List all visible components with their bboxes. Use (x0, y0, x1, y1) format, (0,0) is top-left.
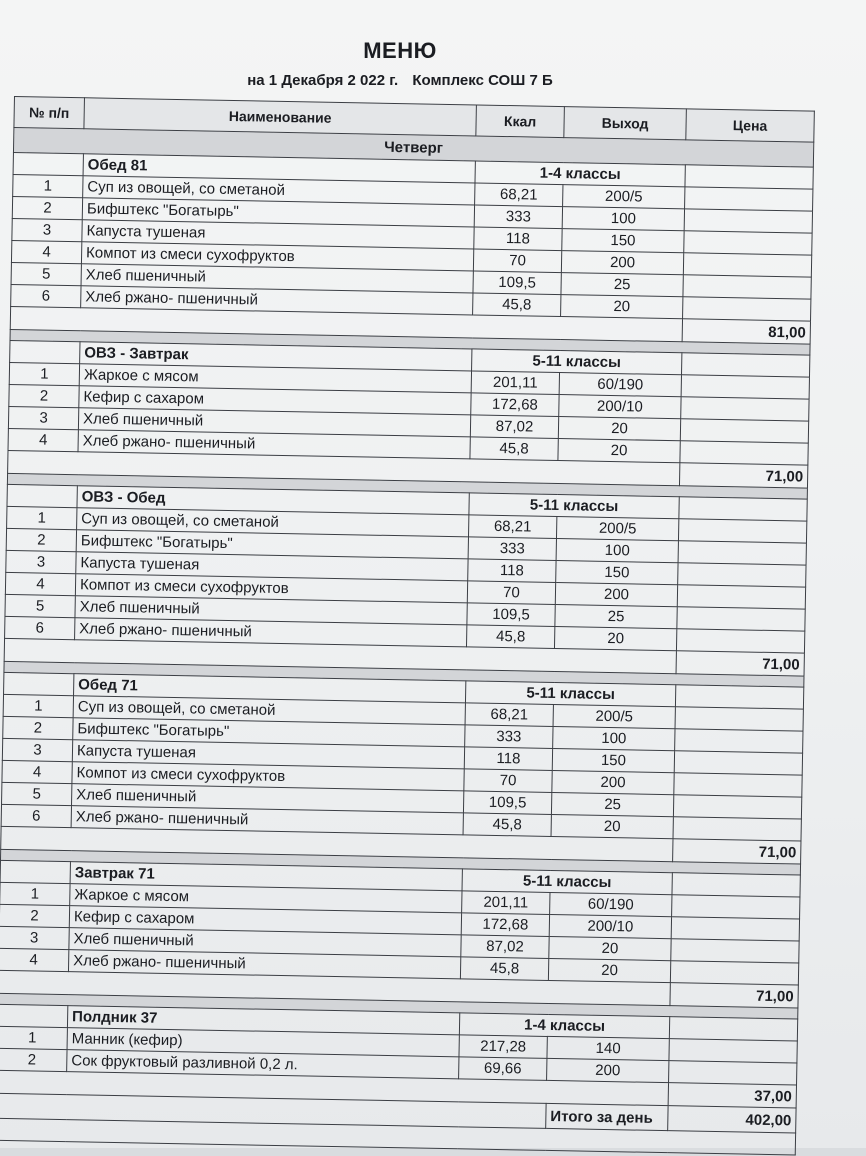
item-price (669, 1061, 797, 1085)
item-number: 2 (6, 528, 76, 551)
item-name: Хлеб ржано- пшеничный (71, 806, 463, 835)
item-name: Хлеб пшеничный (78, 408, 470, 437)
group-total: 81,00 (682, 319, 810, 344)
item-number: 3 (0, 926, 69, 949)
header-name: Наименование (84, 98, 477, 136)
item-kcal: 118 (468, 559, 556, 583)
item-vyhod: 200/5 (553, 704, 675, 728)
item-number: 2 (0, 904, 70, 927)
item-price (681, 375, 809, 399)
item-name: Хлеб ржано- пшеничный (81, 286, 473, 315)
group-price-cell (685, 165, 813, 189)
item-vyhod: 200 (561, 251, 683, 275)
group-price-cell (672, 873, 800, 897)
item-vyhod: 20 (554, 627, 676, 651)
header-vyhod: Выход (564, 107, 687, 140)
group-classes: 1-4 классы (459, 1013, 669, 1039)
item-vyhod: 200/5 (556, 517, 678, 541)
menu-table (0, 96, 815, 1156)
item-kcal: 68,21 (468, 515, 556, 539)
item-price (683, 297, 811, 321)
item-vyhod: 20 (558, 417, 680, 441)
item-kcal: 217,28 (459, 1035, 547, 1059)
item-price (673, 817, 801, 841)
item-number: 1 (3, 694, 73, 717)
item-kcal: 45,8 (463, 813, 551, 837)
group-name: Обед 81 (83, 154, 475, 183)
item-price (671, 917, 799, 941)
group-num-cell (0, 1004, 68, 1027)
item-price (680, 441, 808, 465)
item-kcal: 70 (464, 769, 552, 793)
group-num-cell (13, 152, 83, 175)
group-name: Завтрак 71 (70, 862, 462, 891)
item-vyhod: 200/10 (559, 395, 681, 419)
group-num-cell (7, 484, 77, 507)
item-vyhod: 60/190 (550, 892, 672, 916)
item-kcal: 68,21 (465, 703, 553, 727)
item-vyhod: 140 (547, 1036, 669, 1060)
menu-table-body (0, 97, 814, 1155)
group-total: 71,00 (679, 463, 807, 488)
item-name: Хлеб пшеничный (69, 928, 461, 957)
group-classes: 5-11 классы (462, 869, 672, 895)
item-vyhod: 20 (561, 295, 683, 319)
header-kcal: Ккал (476, 105, 565, 138)
item-price (678, 563, 806, 587)
item-kcal: 118 (474, 227, 562, 251)
item-vyhod: 20 (551, 814, 673, 838)
item-vyhod: 200/10 (549, 914, 671, 938)
group-num-cell (4, 672, 74, 695)
item-number: 5 (2, 782, 72, 805)
item-vyhod: 200/5 (563, 185, 685, 209)
group-num-cell (0, 860, 70, 883)
item-name: Суп из овощей, со сметаной (73, 696, 465, 725)
item-price (674, 773, 802, 797)
group-price-cell (682, 353, 810, 377)
item-price (671, 939, 799, 963)
item-number: 4 (0, 948, 69, 971)
item-kcal: 201,11 (471, 371, 559, 395)
item-price (684, 209, 812, 233)
item-vyhod: 25 (555, 605, 677, 629)
item-name: Хлеб ржано- пшеничный (75, 618, 467, 647)
item-price (680, 419, 808, 443)
item-price (672, 895, 800, 919)
item-name: Хлеб пшеничный (72, 784, 464, 813)
item-vyhod: 25 (561, 273, 683, 297)
item-name: Хлеб ржано- пшеничный (78, 430, 470, 459)
item-vyhod: 100 (556, 539, 678, 563)
group-total: 71,00 (673, 839, 801, 864)
item-number: 3 (6, 550, 76, 573)
item-number: 3 (12, 218, 82, 241)
item-kcal: 45,8 (470, 437, 558, 461)
item-number: 6 (11, 284, 81, 307)
item-kcal: 172,68 (461, 913, 549, 937)
item-kcal: 118 (464, 747, 552, 771)
item-name: Кефир с сахаром (69, 906, 461, 935)
item-number: 2 (12, 196, 82, 219)
item-vyhod: 200 (552, 770, 674, 794)
item-number: 4 (8, 428, 78, 451)
item-name: Компот из смеси сухофруктов (75, 574, 467, 603)
item-kcal: 172,68 (471, 393, 559, 417)
item-number: 6 (5, 616, 75, 639)
item-name: Суп из овощей, со сметаной (77, 508, 469, 537)
item-kcal: 109,5 (467, 603, 555, 627)
item-vyhod: 20 (558, 439, 680, 463)
item-price (685, 187, 813, 211)
item-name: Кефир с сахаром (79, 386, 471, 415)
page-title: МЕНЮ (363, 38, 437, 63)
item-kcal: 69,66 (459, 1057, 547, 1081)
item-vyhod: 200 (547, 1058, 669, 1082)
item-vyhod: 100 (562, 207, 684, 231)
group-classes: 1-4 классы (475, 161, 685, 187)
group-num-cell (10, 340, 80, 363)
item-name: Хлеб ржано- пшеничный (68, 950, 460, 979)
item-name: Жаркое с мясом (79, 364, 471, 393)
group-price-cell (669, 1017, 797, 1041)
item-kcal: 45,8 (460, 957, 548, 981)
item-kcal: 87,02 (461, 935, 549, 959)
item-number: 2 (9, 384, 79, 407)
item-vyhod: 150 (552, 748, 674, 772)
item-price (677, 607, 805, 631)
item-number: 4 (2, 760, 72, 783)
item-name: Капуста тушеная (76, 552, 468, 581)
group-name: ОВЗ - Обед (77, 486, 469, 515)
group-price-cell (675, 685, 803, 709)
item-price (678, 541, 806, 565)
item-price (676, 629, 804, 653)
item-kcal: 201,11 (462, 891, 550, 915)
item-kcal: 333 (465, 725, 553, 749)
group-classes: 5-11 классы (465, 681, 675, 707)
group-name: ОВЗ - Завтрак (80, 342, 472, 371)
item-name: Суп из овощей, со сметаной (83, 176, 475, 205)
header-num: № п/п (14, 97, 85, 129)
item-number: 3 (2, 738, 72, 761)
group-price-cell (679, 497, 807, 521)
group-classes: 5-11 классы (469, 493, 679, 519)
item-vyhod: 200 (555, 583, 677, 607)
header-price: Цена (686, 109, 815, 142)
item-price (683, 253, 811, 277)
item-number: 5 (11, 262, 81, 285)
item-number: 1 (13, 174, 83, 197)
subtitle-date: на 1 Декабря 2 022 г. (247, 72, 399, 89)
item-price (674, 751, 802, 775)
item-name: Хлеб пшеничный (81, 264, 473, 293)
group-total: 37,00 (668, 1083, 796, 1108)
item-number: 2 (3, 716, 73, 739)
group-total: 71,00 (676, 651, 804, 676)
item-vyhod: 100 (553, 726, 675, 750)
item-price (681, 397, 809, 421)
item-name: Компот из смеси сухофруктов (81, 242, 473, 271)
group-classes: 5-11 классы (472, 349, 682, 375)
item-number: 4 (5, 572, 75, 595)
page-subtitle (0, 72, 800, 89)
item-name: Бифштекс "Богатырь" (73, 718, 465, 747)
item-price (684, 231, 812, 255)
group-total: 71,00 (670, 983, 798, 1008)
item-price (675, 729, 803, 753)
item-number: 1 (0, 882, 70, 905)
item-vyhod: 20 (549, 936, 671, 960)
item-name: Капуста тушеная (72, 740, 464, 769)
grand-total-value: 402,00 (668, 1106, 796, 1133)
item-name: Капуста тушеная (82, 220, 474, 249)
subtitle-complex: Комплекс СОШ 7 Б (412, 72, 553, 89)
item-number: 4 (11, 240, 81, 263)
item-name: Хлеб пшеничный (75, 596, 467, 625)
item-kcal: 70 (467, 581, 555, 605)
item-price (683, 275, 811, 299)
item-name: Сок фруктовый разливной 0,2 л. (67, 1050, 459, 1079)
item-kcal: 45,8 (466, 625, 554, 649)
item-name: Манник (кефир) (67, 1028, 459, 1057)
item-price (677, 585, 805, 609)
item-kcal: 68,21 (475, 183, 563, 207)
grand-total-label: Итого за день (546, 1103, 668, 1130)
item-kcal: 109,5 (473, 271, 561, 295)
item-number: 3 (8, 406, 78, 429)
item-number: 1 (9, 362, 79, 385)
item-name: Жаркое с мясом (70, 884, 462, 913)
group-name: Обед 71 (74, 674, 466, 703)
item-kcal: 333 (474, 205, 562, 229)
item-number: 2 (0, 1048, 67, 1071)
item-vyhod: 150 (562, 229, 684, 253)
item-kcal: 87,02 (470, 415, 558, 439)
item-price (670, 961, 798, 985)
item-kcal: 45,8 (473, 293, 561, 317)
item-vyhod: 25 (551, 792, 673, 816)
item-vyhod: 20 (548, 958, 670, 982)
group-name: Полдник 37 (67, 1006, 459, 1035)
item-price (678, 519, 806, 543)
item-kcal: 333 (468, 537, 556, 561)
item-kcal: 70 (473, 249, 561, 273)
item-number: 5 (5, 594, 75, 617)
day-label: Четверг (13, 128, 813, 168)
item-number: 6 (1, 804, 71, 827)
item-kcal: 109,5 (463, 791, 551, 815)
item-price (669, 1039, 797, 1063)
item-name: Бифштекс "Богатырь" (76, 530, 468, 559)
item-number: 1 (0, 1026, 67, 1049)
item-price (673, 795, 801, 819)
item-price (675, 707, 803, 731)
item-number: 1 (7, 506, 77, 529)
item-vyhod: 150 (556, 561, 678, 585)
item-name: Бифштекс "Богатырь" (82, 198, 474, 227)
item-name: Компот из смеси сухофруктов (72, 762, 464, 791)
item-vyhod: 60/190 (559, 373, 681, 397)
